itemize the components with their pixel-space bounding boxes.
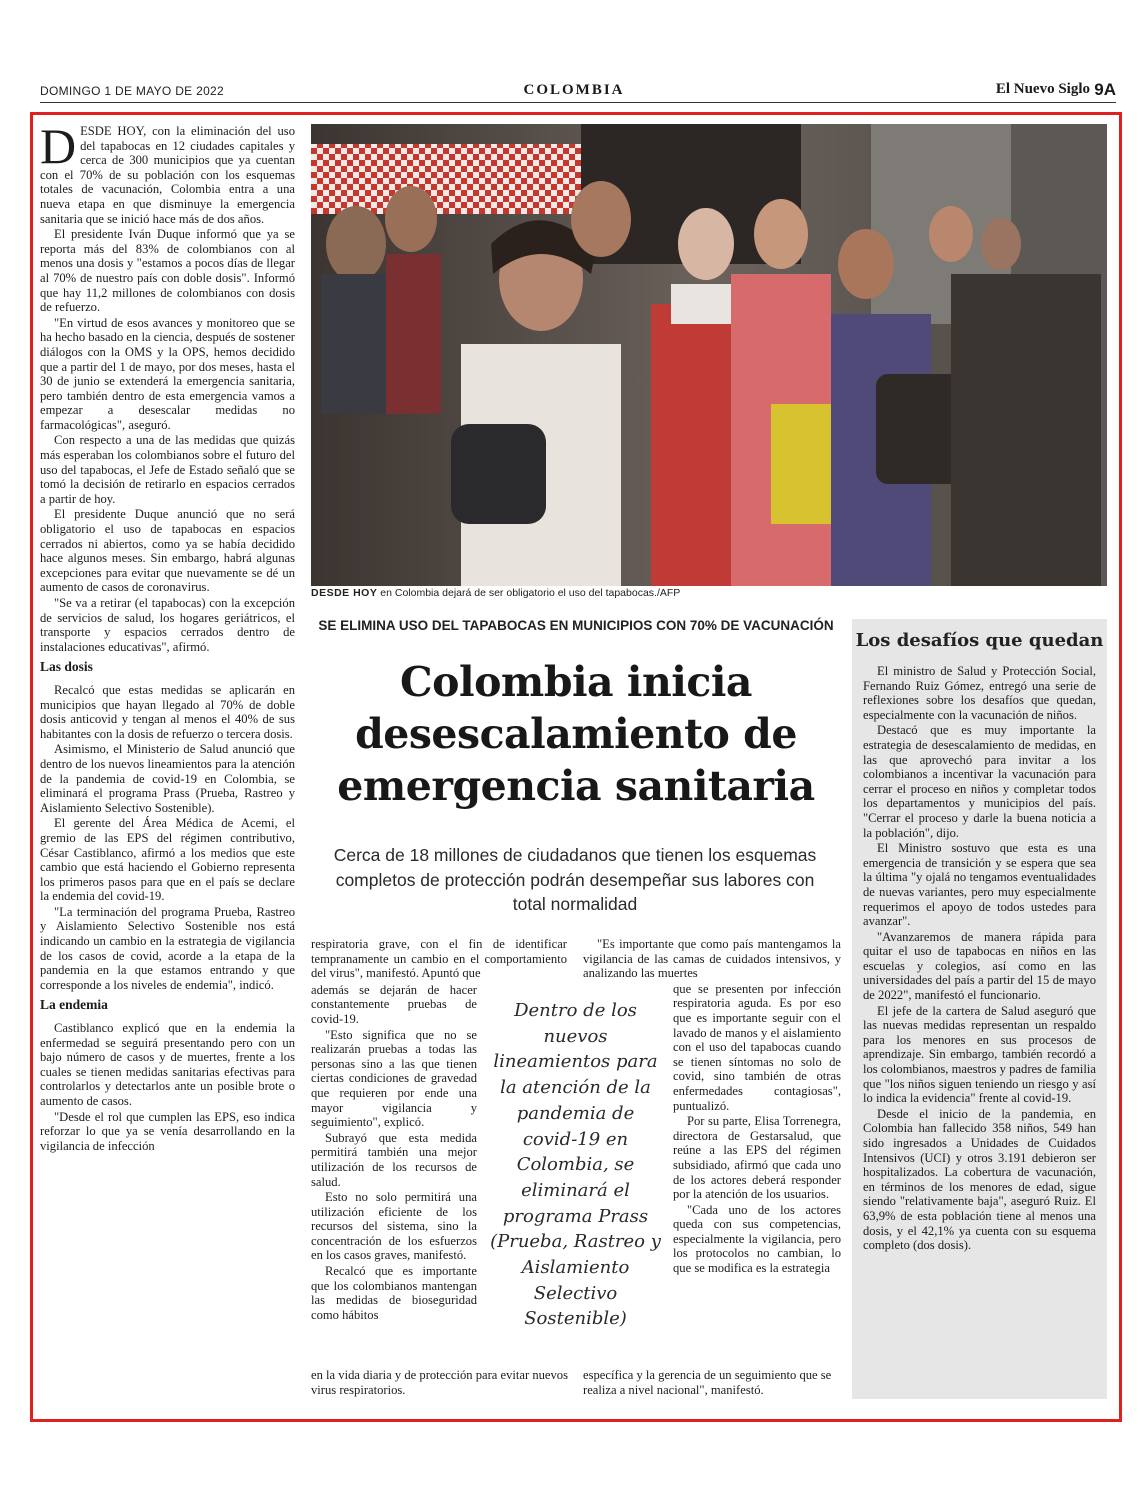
paragraph: Esto no solo permitirá una utilización eficiente de los recursos del sistema, sino la concentración de los esfuerzos en los casos graves, manifestó. — [311, 1190, 477, 1263]
sidebar-text — [852, 654, 1107, 1253]
paragraph: El gerente del Área Médica de Acemi, el gremio de las EPS del régimen contributivo, César Castiblanco, afirmó a los medios que este cambio que está haciendo el Gobierno representa los primeros pasos para que en el país se declare la endemia del covid-19. — [40, 816, 295, 904]
paragraph: "Esto significa que no se realizarán pruebas a todas las personas sino a las que tienen ciertas condiciones de gravedad que requieren por ende una mayor vigilancia y seguimiento", explicó. — [311, 1027, 477, 1130]
newspaper-name: El Nuevo Siglo — [995, 81, 1090, 97]
paragraph: que se presenten por infección respiratoria aguda. Es por eso que es importante seguir con el lavado de manos y el aislamiento con el uso del tapabocas cuando se tienen síntomas no solo de covid, sino también de otras enfermedades contagiosas", puntualizó. — [673, 981, 841, 1113]
dropcap: D — [40, 118, 77, 174]
kicker: SE ELIMINA USO DEL TAPABOCAS EN MUNICIPIOS CON 70% DE VACUNACIÓN — [318, 618, 834, 633]
news-photo — [311, 124, 1107, 586]
lead-paragraph: ESDE HOY, con la eliminación del uso del tapabocas en 12 ciudades capitales y cerca de 300 municipios que ya cuentan con el 70% de su población con los esquemas totales de vacunación, Colombia entra a una nueva etapa en que disminuye la emergencia sanitaria que se inició hace más de dos años. — [40, 124, 295, 226]
paragraph: Castiblanco explicó que en la endemia la enfermedad se seguirá presentando pero con un bajo número de casos y de muertes, frente a los cuales se tienen medidas sanitarias efectivas para controlarlos y detectarlos ante un posible brote o aumento de casos. — [40, 1021, 295, 1108]
paragraph: "La terminación del programa Prueba, Rastreo y Aislamiento Selectivo Sostenible nos está indicando un cambio en la estrategia de vigilancia de los casos de covid, acorde a la etapa de la pandemia en la que estamos entrando y que corresponde a los niveles de endemia", indicó. — [40, 904, 295, 992]
sidebar-box — [852, 619, 1107, 1399]
article-middle-column-2 — [583, 937, 841, 1277]
paragraph: "Es importante que como país mantengamos la vigilancia de las camas de cuidados intensivos, y analizando las muertes — [583, 937, 841, 981]
paragraph: El presidente Iván Duque informó que ya se reporta más del 83% de colombianos con al menos una dosis y "estamos a pocos días de llegar al 70% de nuestro país con doble dosis". Informó que hay 11,2 millones de colombianos con dosis de refuerzo. — [40, 227, 295, 315]
paragraph: El presidente Duque anunció que no será obligatorio el uso de tapabocas en espacios cerrados ni abiertos, como ya se había decidido hace algunos meses. Sin embargo, habrá algunas excepciones para evitar que nuevamente se dé un aumento de casos de coronavirus. — [40, 507, 295, 595]
subheading-las-dosis: Las dosis — [40, 659, 93, 675]
paragraph: Asimismo, el Ministerio de Salud anunció que dentro de los nuevos lineamientos para la atención de la pandemia de covid-19 en Colombia, se eliminará el programa Prass (Prueba, Rastreo y Aislamiento Selectivo Sostenible). — [40, 742, 295, 815]
article-left-column — [40, 118, 295, 1154]
paragraph: Desde el inicio de la pandemia, en Colombia han fallecido 358 niños, 549 han sido ingresados a Unidades de Cuidados Intensivos (UCI) y otros 3.191 debieron ser hospitalizados. La cobertura de vacunación, en términos de los menores de edad, sigue siendo "relativamente baja", aseguró Ruiz. El 63,9% de esta población tiene al menos una dosis, y el 42,1% ya cuenta con su esquema completo (dos dosis). — [863, 1106, 1096, 1253]
paragraph: El ministro de Salud y Protección Social, Fernando Ruiz Gómez, entregó una serie de reflexiones sobre los desafíos que quedan, especialmente con la vacunación de niños. — [863, 664, 1096, 722]
paragraph: Destacó que es muy importante la estrategia de desescalamiento de medidas, en las que aprovechó para invitar a los colombianos a incentivar la vacunación para cerrar el proceso en niños y completar todos los departamentos y municipios del país. "Cerrar el proceso y darle la buena noticia a la población", dijo. — [863, 723, 1096, 840]
paragraph: Con respecto a una de las medidas que quizás más esperaban los colombianos sobre el futuro del uso del tapabocas, el Jefe de Estado señaló que se tomó la decisión de retirarlo en espacios cerrados a partir de hoy. — [40, 433, 295, 506]
page-date: DOMINGO 1 DE MAYO DE 2022 — [40, 84, 224, 98]
paragraph: Recalcó que estas medidas se aplicarán en municipios que hayan llegado al 70% de doble dosis anticovid y tengan al menos el 40% de sus habitantes con la dosis de refuerzo o tercera dosis. — [40, 682, 295, 741]
caption-lead: DESDE HOY — [311, 587, 378, 599]
paragraph-end: específica y la gerencia de un seguimiento que se realiza a nivel nacional", manifestó. — [583, 1368, 832, 1397]
caption-text: en Colombia dejará de ser obligatorio el uso del tapabocas./AFP — [377, 587, 681, 599]
page-number: 9A — [1094, 80, 1116, 99]
subheading-la-endemia: La endemia — [40, 997, 108, 1013]
header-divider — [40, 102, 1116, 103]
pull-quote: Dentro de los nuevos lineamientos para la atención de la pandemia de covid-19 en Colombia, se eliminará el programa Prass (Prueba, Rastreo y Aislamiento Selectivo Sostenible) — [490, 1000, 661, 1330]
paragraph: "En virtud de esos avances y monitoreo que se ha hecho basado en la ciencia, después de sostener diálogos con la OMS y la OPS, hemos decidido que a partir del 1 de mayo, por dos meses, hasta el 30 de junio se extenderá la emergencia sanitaria, pero también dentro de esta emergencia vamos a empezar a desescalar medidas no farmacológicas", aseguró. — [40, 315, 295, 432]
paragraph: Subrayó que esta medida permitirá también una mejor utilización de los recursos de salud. — [311, 1130, 477, 1189]
photo-caption — [311, 587, 1107, 599]
section-name: COLOMBIA — [523, 82, 625, 98]
deck-subtitle: Cerca de 18 millones de ciudadanos que tienen los esquemas completos de protección podrán desempeñar sus labores con total normalidad — [333, 845, 817, 914]
headline: Colombia inicia desescalamiento de emergencia sanitaria — [337, 658, 815, 810]
crowd-photo-illustration — [311, 124, 1107, 586]
paragraph: "Desde el rol que cumplen las EPS, eso indica reforzar lo que ya se venía desarrollando en la vigilancia de infección — [40, 1109, 295, 1153]
paragraph: Por su parte, Elisa Torrenegra, directora de Gestarsalud, que reúne a las EPS del régimen subsidiado, afirmó que cada uno de los actores deberá responder por la atención de los usuarios. — [673, 1114, 841, 1202]
paragraph: respiratoria grave, con el fin de identificar tempranamente un cambio en el comportamiento del virus", manifestó. Apuntó que — [311, 937, 567, 981]
paragraph-end: en la vida diaria y de protección para evitar nuevos virus respiratorios. — [311, 1368, 569, 1397]
paragraph: "Cada uno de los actores queda con sus competencias, especialmente la vigilancia, pero los protocolos no cambian, lo que se modifica es la estrategia — [673, 1202, 841, 1276]
paragraph: El Ministro sostuvo que esta es una emergencia de transición y se espera que sea la última "y ojalá no tengamos eventualidades de nuevas variantes, pero muy especialmente requerimos el apoyo de todos ustedes para avanzar". — [863, 841, 1096, 929]
paragraph: "Avanzaremos de manera rápida para quitar el uso de tapabocas en niños en las escuelas y colegios, así como en las universidades del país a partir del 15 de mayo de 2022", manifestó el funcionario. — [863, 929, 1096, 1003]
paragraph: "Se va a retirar (el tapabocas) con la excepción de servicios de salud, los hogares geriátricos, el transporte y espacios cerrados dentro de instalaciones educativas", afirmó. — [40, 596, 295, 654]
paragraph: Recalcó que es importante que los colombianos mantengan las medidas de bioseguridad como hábitos — [311, 1264, 477, 1322]
paragraph: El jefe de la cartera de Salud aseguró que las nuevas medidas representan un respaldo para los menores en sus procesos de aprendizaje. Sin embargo, también recordó a los colombianos, maestros y padres de familia que "los niños siguen teniendo un riesgo y así lo indica la evidencia" frente al covid-19. — [863, 1003, 1096, 1106]
sidebar-title: Los desafíos que quedan — [855, 630, 1104, 651]
paragraph: además se dejarán de hacer constantemente pruebas de covid-19. — [311, 982, 477, 1026]
